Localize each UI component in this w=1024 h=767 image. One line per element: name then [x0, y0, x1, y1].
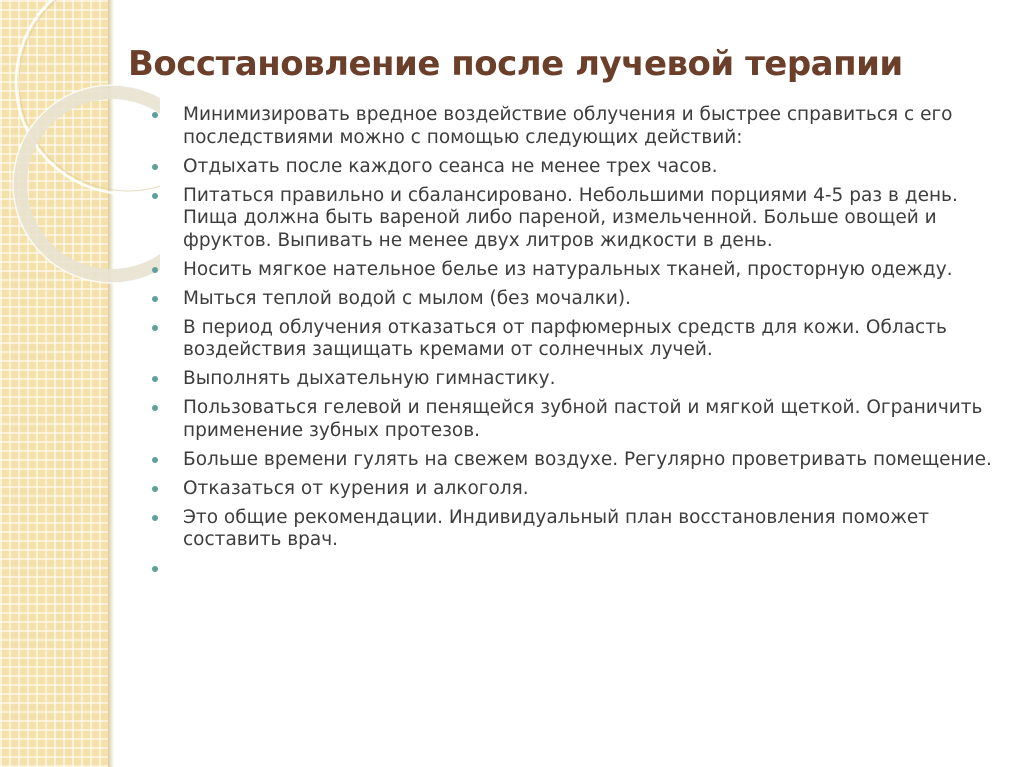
bullet-item [152, 156, 1008, 179]
bullet-item [152, 368, 1008, 391]
bullet-item [152, 558, 1008, 581]
bullet-list [152, 104, 1008, 587]
bullet-dot-icon [152, 457, 158, 463]
bullet-dot-icon [152, 376, 158, 382]
bullet-dot-icon [152, 486, 158, 492]
bullet-dot-icon [152, 193, 158, 199]
slide-title: Восстановление после лучевой терапии [128, 44, 903, 84]
bullet-dot-icon [152, 296, 158, 302]
bullet-dot-icon [152, 325, 158, 331]
bullet-item [152, 449, 1008, 472]
bullet-dot-icon [152, 164, 158, 170]
bullet-text: Носить мягкое нательное белье из натуральных тканей, просторную одежду. [183, 258, 953, 280]
bullet-item [152, 288, 1008, 311]
bullet-text: Минимизировать вредное воздействие облучения и быстрее справиться с его последствиями можно с помощью следующих действий: [183, 104, 953, 148]
bullet-item [152, 478, 1008, 501]
bullet-text: Отдыхать после каждого сеанса не менее трех часов. [183, 155, 718, 177]
bullet-item [152, 507, 1008, 552]
bullet-item [152, 104, 1008, 149]
bullet-text: Больше времени гулять на свежем воздухе. Регулярно проветривать помещение. [183, 448, 992, 470]
bullet-item [152, 185, 1008, 253]
bullet-text: Питаться правильно и сбалансировано. Небольшими порциями 4-5 раз в день. Пища должна быть вареной либо пареной, измельченной. Больше овощей и фруктов. Выпивать не менее двух литров жидкости в день. [183, 184, 958, 251]
bullet-text: В период облучения отказаться от парфюмерных средств для кожи. Область воздействия защищать кремами от солнечных лучей. [183, 316, 947, 360]
bullet-text: Это общие рекомендации. Индивидуальный план восстановления поможет составить врач. [183, 506, 930, 550]
bullet-text: Выполнять дыхательную гимнастику. [183, 368, 556, 389]
bullet-dot-icon [152, 112, 158, 118]
bullet-dot-icon [152, 566, 158, 572]
bullet-text: Мыться теплой водой с мылом (без мочалки). [183, 287, 631, 309]
bullet-item [152, 397, 1008, 442]
bullet-dot-icon [152, 405, 158, 411]
bullet-item [152, 259, 1008, 282]
bullet-text: Пользоваться гелевой и пенящейся зубной пастой и мягкой щеткой. Ограничить применение зубных протезов. [183, 397, 983, 441]
bullet-dot-icon [152, 515, 158, 521]
bullet-item [152, 317, 1008, 362]
bullet-dot-icon [152, 267, 158, 273]
bullet-text: Отказаться от курения и алкоголя. [183, 477, 529, 499]
